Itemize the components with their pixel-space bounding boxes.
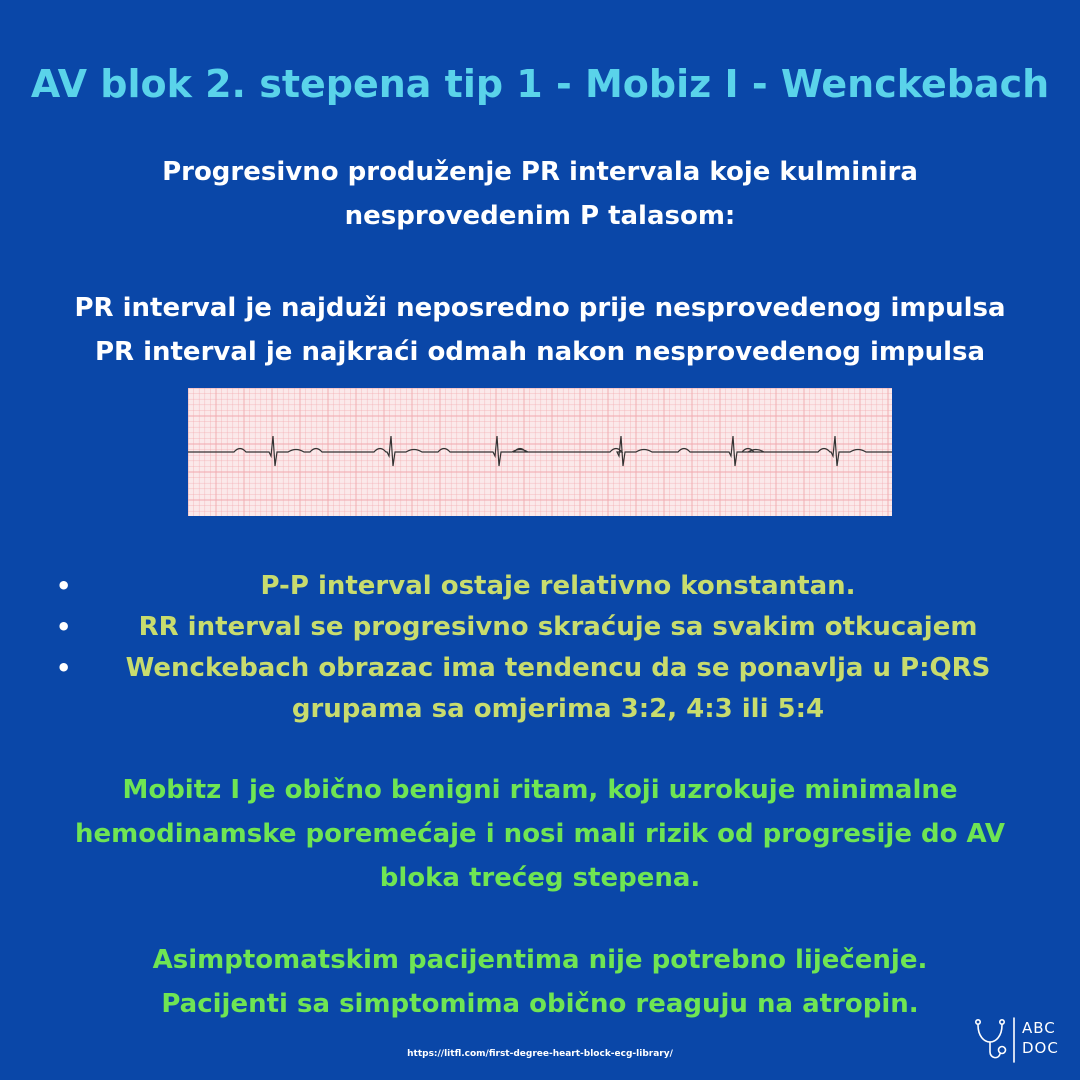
bullet-text [88,566,1028,607]
intro-line-2: nesprovedenim P talasom: [344,201,736,231]
page-title: AV blok 2. stepena tip 1 - Mobiz I - Wenckebach [30,62,1050,106]
logo-line-2: DOC [1022,1039,1059,1057]
logo [1022,1018,1059,1058]
benign-note-line: bloka trećeg stepena. [379,863,701,893]
bullet-text [88,648,1028,730]
intro-line-1: Progresivno produženje PR intervala koje kulminira [162,157,918,187]
bullet-text-line: grupama sa omjerima 3:2, 4:3 ili 5:4 [291,694,825,724]
treatment-note-line: Pacijenti sa simptomima obično reaguju na atropin. [161,989,919,1019]
bullet-text-line: RR interval se progresivno skraćuje sa svakim otkucajem [138,612,978,642]
bullet-text-line: Wenckebach obrazac ima tendencu da se ponavlja u P:QRS [125,653,991,683]
treatment-note-line: Asimptomatskim pacijentima nije potrebno liječenje. [152,945,928,975]
list-item [0,566,1080,607]
ecg-strip [188,388,892,516]
bullet-icon: • [56,613,72,641]
bullet-icon: • [56,654,72,682]
intro-text [0,150,1080,238]
pr-statements [0,286,1080,374]
list-item [0,648,1080,730]
benign-note-line: hemodinamske poremećaje i nosi mali rizik od progresije do AV [74,819,1006,849]
benign-note [0,768,1080,900]
pr-statement-shortest: PR interval je najkraći odmah nakon nesprovedenog impulsa [94,337,986,367]
logo-line-1: ABC [1022,1019,1056,1037]
treatment-note [0,938,1080,1026]
source-link[interactable]: https://litfl.com/first-degree-heart-block-ecg-library/ [407,1049,673,1059]
ecg-trace [188,436,892,466]
bullet-text [88,607,1028,648]
pr-statement-longest: PR interval je najduži neposredno prije nesprovedenog impulsa [74,293,1006,323]
list-item [0,607,1080,648]
ecg-strip-graphic [188,388,892,516]
bullet-list [0,566,1080,730]
bullet-text-line: P-P interval ostaje relativno konstantan. [260,571,856,601]
benign-note-line: Mobitz I je obično benigni ritam, koji uzrokuje minimalne [122,775,958,805]
bullet-icon: • [56,572,72,600]
